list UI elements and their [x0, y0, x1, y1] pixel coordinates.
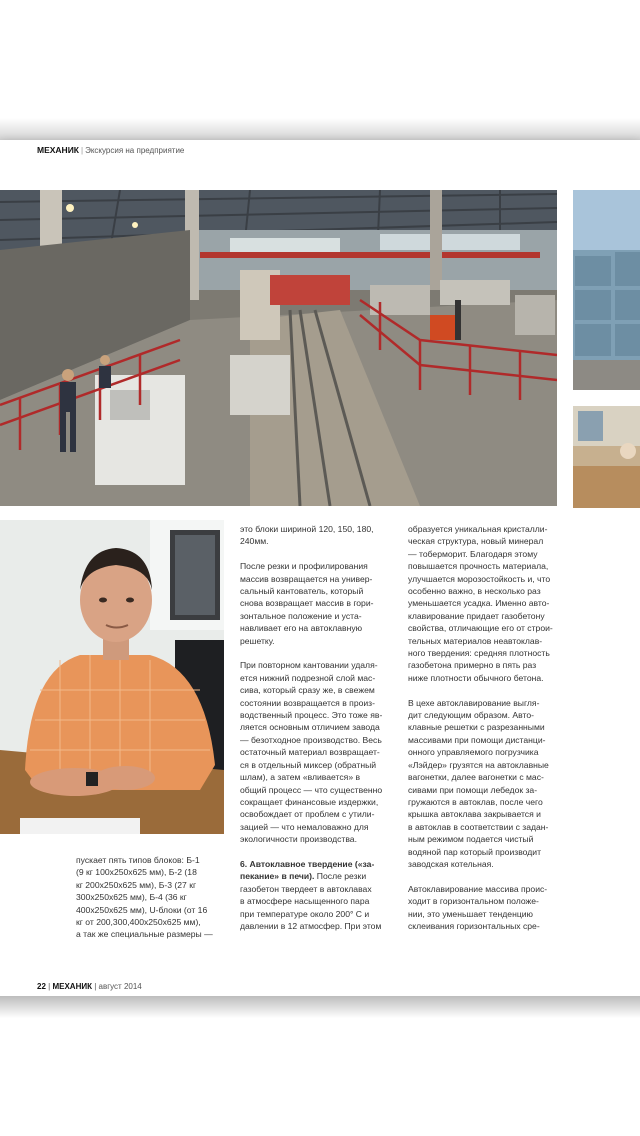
block-pallets-photo [573, 190, 640, 390]
text-column-3 [408, 523, 568, 945]
bottom-shadow [0, 996, 640, 1018]
top-shadow [0, 118, 640, 142]
header-section: Экскурсия на предприятие [85, 146, 185, 155]
page-footer [37, 982, 142, 991]
paragraph: В цехе автоклавирование выгля- дит следующим образом. Авто- клавные решетки с разрезанными массивами при помощи дистанци- онного управляемого погрузчика «Лэйдер» грузятся на автоклавные вагонетки, далее вагонетки с мас- сивами при помощи лебедок за- гружаются в автоклав, после чего крышка автоклава закрывается и в автоклав в соответствии с задан- ным режимом подается чистый водяной пар который производит заводская котельная. [408, 697, 549, 869]
page-header [37, 145, 184, 155]
paragraph: это блоки шириной 120, 150, 180, 240мм. [240, 524, 374, 547]
text-column-1 [76, 854, 236, 953]
text-column-2 [240, 523, 398, 945]
footer-separator: | [94, 982, 97, 991]
paragraph: После резки и профилирования массив возвращается на универ- сальный кантователь, который снова возвращает массив в гори- зонтальное положение и уста- навливает его на автоклавную решетку. [240, 561, 374, 646]
section-paragraph [240, 858, 398, 932]
factory-photo [0, 190, 557, 506]
header-magazine-title: МЕХАНИК [37, 145, 79, 155]
engineer-portrait-photo [0, 520, 224, 834]
page-number: 22 [37, 982, 46, 991]
section-text: После резки газобетон твердеет в автоклавах в атмосфере насыщенного пара при температуре около 200° С и давлении в 12 атмосфер. При этом [240, 871, 382, 931]
paragraph: пускает пять типов блоков: Б-1 (9 кг 100х250х625 мм), Б-2 (18 кг 200х250х625 мм), Б-3 (27 кг 300х250х625 мм), Б-4 (36 кг 400х250х625 мм), U-блоки (от 16 кг от 200,300,400х250х625 мм), а так же специальные размеры — [76, 855, 213, 940]
footer-issue: август 2014 [98, 982, 142, 991]
paragraph: При повторном кантовании удаля- ется нижний подрезной слой мас- сива, который сразу же, в свежем состоянии возвращается в произ- водственный процесс. Это тоже яв- ляется основным отличием завода — безотходное производство. Весь остаточный материал возвращает- ся в отдельный миксер (обратный шлам), а затем «вливается» в общий процесс — что существенно сокращает финансовые издержки, освобождает от проблем с утили- зацией — что немаловажно для экологичности производства. [240, 660, 383, 845]
office-photo [573, 406, 640, 508]
magazine-page [0, 140, 640, 996]
footer-separator: | [48, 982, 51, 991]
section-heading: 6. Автоклавное твердение («за- пекание» в печи). [240, 858, 375, 882]
paragraph: образуется уникальная кристалли- ческая структура, новый минерал — тоберморит. Благодаря этому повышается прочность материала, улучшается морозостойкость и, что особенно важно, в несколько раз уменьшается усадка. Именно авто- клавирование придает газобетону свойства, отличающие его от строи- тельных материалов неавтоклав- ного твердения: средняя плотность газобетона примерно в пять раз ниже плотности обычного бетона. [408, 524, 553, 683]
header-separator: | [81, 146, 84, 155]
footer-magazine-title: МЕХАНИК [52, 982, 92, 991]
paragraph: Автоклавирование массива проис- ходит в горизонтальном положе- нии, это уменьшает тенденцию склеивания горизонтальных сре- [408, 883, 548, 931]
